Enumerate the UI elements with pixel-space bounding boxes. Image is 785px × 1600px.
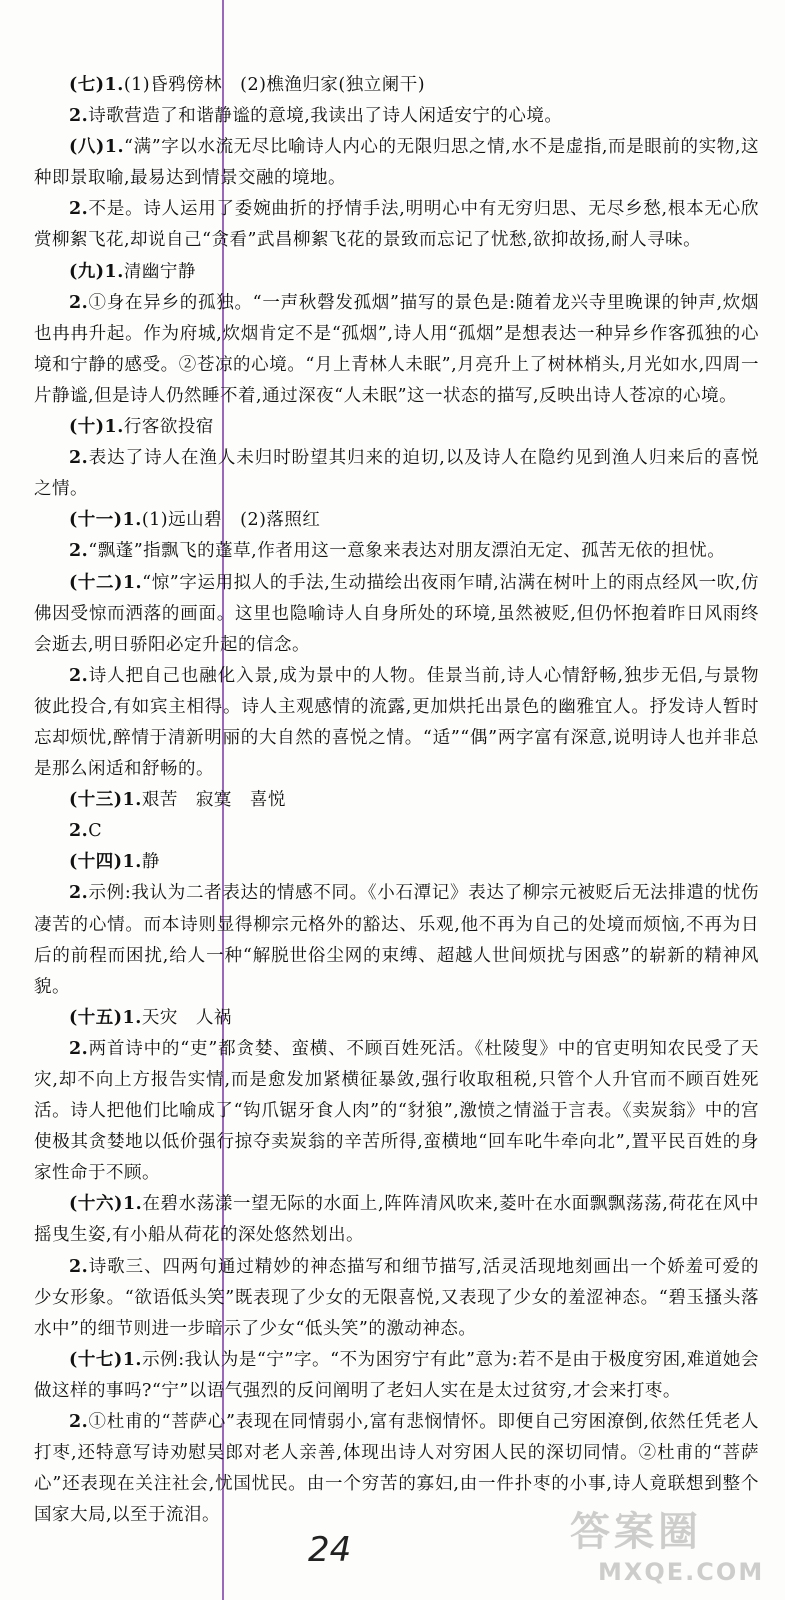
answer-text: C bbox=[88, 821, 103, 842]
answer-text: 艰苦 寂寞 喜悦 bbox=[141, 790, 286, 811]
answer-text: 示例:我认为是“宁”字。“不为困穷宁有此”意为:若不是由于极度穷困,难道她会做这样的事吗?“宁”以语气强烈的反问阐明了老妇人实在是太过贫穷,才会来打枣。 bbox=[34, 1349, 759, 1401]
answer-label: 2. bbox=[69, 106, 89, 127]
answer-text: (1)昏鸦傍林 (2)樵渔归家(独立阑干) bbox=[123, 75, 426, 95]
answer-label: 2. bbox=[69, 1038, 89, 1059]
answer-text: 示例:我认为二者表达的情感不同。《小石潭记》表达了柳宗元被贬后无法排遣的忧伤凄苦的心情。而本诗则显得柳宗元格外的豁达、乐观,他不再为自己的处境而烦恼,不再为日后的前程而困扰,给人一种“解脱世俗尘网的束缚、超越人世间烦扰与困惑”的崭新的精神风貌。 bbox=[34, 883, 759, 997]
answer-text: 清幽宁静 bbox=[123, 261, 196, 282]
answer-label: (十二)1. bbox=[69, 572, 143, 593]
answer-label: 2. bbox=[69, 199, 89, 220]
answer-paragraph bbox=[34, 878, 759, 1002]
answer-paragraph bbox=[34, 194, 759, 256]
answer-paragraph bbox=[34, 257, 759, 288]
answer-label: (十七)1. bbox=[69, 1349, 143, 1370]
answer-paragraph bbox=[34, 536, 759, 567]
answer-paragraph bbox=[34, 1034, 759, 1189]
watermark-logo bbox=[560, 1500, 780, 1595]
answer-paragraph bbox=[34, 568, 759, 661]
answer-text: 诗歌营造了和谐静谧的意境,我读出了诗人闲适安宁的心境。 bbox=[88, 106, 563, 127]
answer-text: 静 bbox=[141, 852, 160, 873]
answer-label: 2. bbox=[69, 1256, 89, 1277]
answer-paragraph bbox=[34, 1252, 759, 1345]
answer-text: “满”字以水流无尽比喻诗人内心的无限归思之情,水不是虚指,而是眼前的实物,这种即景取喻,最易达到情景交融的境地。 bbox=[34, 137, 759, 189]
answer-paragraph bbox=[34, 132, 759, 194]
answer-label: 2. bbox=[69, 1412, 89, 1433]
answer-paragraph bbox=[34, 443, 759, 505]
answer-text: “飘蓬”指飘飞的蓬草,作者用这一意象来表达对朋友漂泊无定、孤苦无依的担忧。 bbox=[88, 541, 726, 562]
answer-text: 诗歌三、四两句通过精妙的神态描写和细节描写,活灵活现地刻画出一个娇羞可爱的少女形象。“欲语低头笑”既表现了少女的无限喜悦,又表现了少女的羞涩神态。“碧玉搔头落水中”的细节则进一步暗示了少女“低头笑”的激动神态。 bbox=[34, 1256, 759, 1339]
answer-label: (十六)1. bbox=[69, 1194, 143, 1215]
answer-label: (十)1. bbox=[69, 417, 124, 438]
answer-label: (八)1. bbox=[69, 137, 125, 158]
answer-label: (十一)1. bbox=[69, 510, 142, 531]
answer-text: 不是。诗人运用了委婉曲折的抒情手法,明明心中有无穷归思、无尽乡愁,根本无心欣赏柳絮飞花,却说自己“贪看”武昌柳絮飞花的景致而忘记了忧愁,欲抑故扬,耐人寻味。 bbox=[34, 199, 759, 251]
watermark-url: MXQE.COM bbox=[598, 1558, 765, 1586]
answer-text: ①杜甫的“菩萨心”表现在同情弱小,富有悲悯情怀。即便自己穷困潦倒,依然任凭老人打枣,还特意写诗劝慰吴郎对老人亲善,体现出诗人对穷困人民的深切同情。②杜甫的“菩萨心”还表现在关注社会,忧国忧民。由一个穷苦的寡妇,由一件扑枣的小事,诗人竟联想到整个国家大局,以至于流泪。 bbox=[34, 1412, 759, 1526]
answer-label: 2. bbox=[69, 292, 89, 313]
answer-paragraph bbox=[34, 505, 759, 536]
answer-content bbox=[34, 70, 759, 1531]
answer-paragraph bbox=[34, 101, 759, 132]
answer-paragraph bbox=[34, 785, 759, 816]
answer-label: 2. bbox=[69, 665, 89, 686]
answer-label: (十五)1. bbox=[69, 1007, 142, 1028]
answer-text: “惊”字运用拟人的手法,生动描绘出夜雨乍晴,沾满在树叶上的雨点经风一吹,仿佛因受惊而洒落的画面。这里也隐喻诗人自身所处的环境,虽然被贬,但仍怀抱着昨日风雨终会逝去,明日骄阳必定升起的信念。 bbox=[34, 572, 759, 655]
answer-label: 2. bbox=[69, 883, 89, 904]
answer-paragraph bbox=[34, 288, 759, 412]
answer-paragraph bbox=[34, 816, 759, 847]
answer-text: 行客欲投宿 bbox=[123, 417, 214, 438]
answer-label: (九)1. bbox=[69, 261, 124, 282]
answer-paragraph bbox=[34, 1345, 759, 1407]
answer-text: ①身在异乡的孤独。“一声秋磬发孤烟”描写的景色是:随着龙兴寺里晚课的钟声,炊烟也冉冉升起。作为府城,炊烟肯定不是“孤烟”,诗人用“孤烟”是想表达一种异乡作客孤独的心境和宁静的感受。②苍凉的心境。“月上青林人未眠”,月亮升上了树林梢头,月光如水,四周一片静谧,但是诗人仍然睡不着,通过深夜“人未眠”这一状态的描写,反映出诗人苍凉的心境。 bbox=[34, 292, 759, 406]
page-number: 24 bbox=[308, 1530, 352, 1570]
answer-text: 在碧水荡漾一望无际的水面上,阵阵清风吹来,菱叶在水面飘飘荡荡,荷花在风中摇曳生姿,有小船从荷花的深处悠然划出。 bbox=[34, 1194, 759, 1246]
answer-text: (1)远山碧 (2)落照红 bbox=[141, 510, 321, 531]
answer-label: 2. bbox=[69, 821, 89, 842]
answer-label: (十三)1. bbox=[69, 790, 142, 811]
answer-paragraph bbox=[34, 1189, 759, 1251]
answer-paragraph bbox=[34, 847, 759, 878]
watermark-text: 答案圈 bbox=[570, 1509, 702, 1555]
answer-label: (七)1. bbox=[69, 75, 124, 95]
answer-text: 天灾 人祸 bbox=[141, 1007, 232, 1028]
answer-text: 诗人把自己也融化入景,成为景中的人物。佳景当前,诗人心情舒畅,独步无侣,与景物彼此投合,有如宾主相得。诗人主观感情的流露,更加烘托出景色的幽雅宜人。抒发诗人暂时忘却烦忧,醉情于清新明丽的大自然的喜悦之情。“适”“偶”两字富有深意,说明诗人也并非总是那么闲适和舒畅的。 bbox=[34, 665, 759, 780]
answer-paragraph bbox=[34, 70, 759, 101]
answer-label: 2. bbox=[69, 541, 89, 562]
answer-text: 表达了诗人在渔人未归时盼望其归来的迫切,以及诗人在隐约见到渔人归来后的喜悦之情。 bbox=[34, 448, 759, 500]
answer-text: 两首诗中的“吏”都贪婪、蛮横、不顾百姓死活。《杜陵叟》中的官吏明知农民受了天灾,却不向上方报告实情,而是愈发加紧横征暴敛,强行收取租税,只管个人升官而不顾百姓死活。诗人把他们比喻成了“钩爪锯牙食人肉”的“豺狼”,激愤之情溢于言表。《卖炭翁》中的宫使极其贪婪地以低价强行掠夺卖炭翁的辛苦所得,蛮横地“回车叱牛牵向北”,置平民百姓的身家性命于不顾。 bbox=[34, 1038, 759, 1184]
answer-label: (十四)1. bbox=[69, 852, 142, 873]
answer-paragraph bbox=[34, 412, 759, 443]
answer-label: 2. bbox=[69, 448, 89, 469]
answer-paragraph bbox=[34, 1003, 759, 1034]
answer-paragraph bbox=[34, 661, 759, 785]
